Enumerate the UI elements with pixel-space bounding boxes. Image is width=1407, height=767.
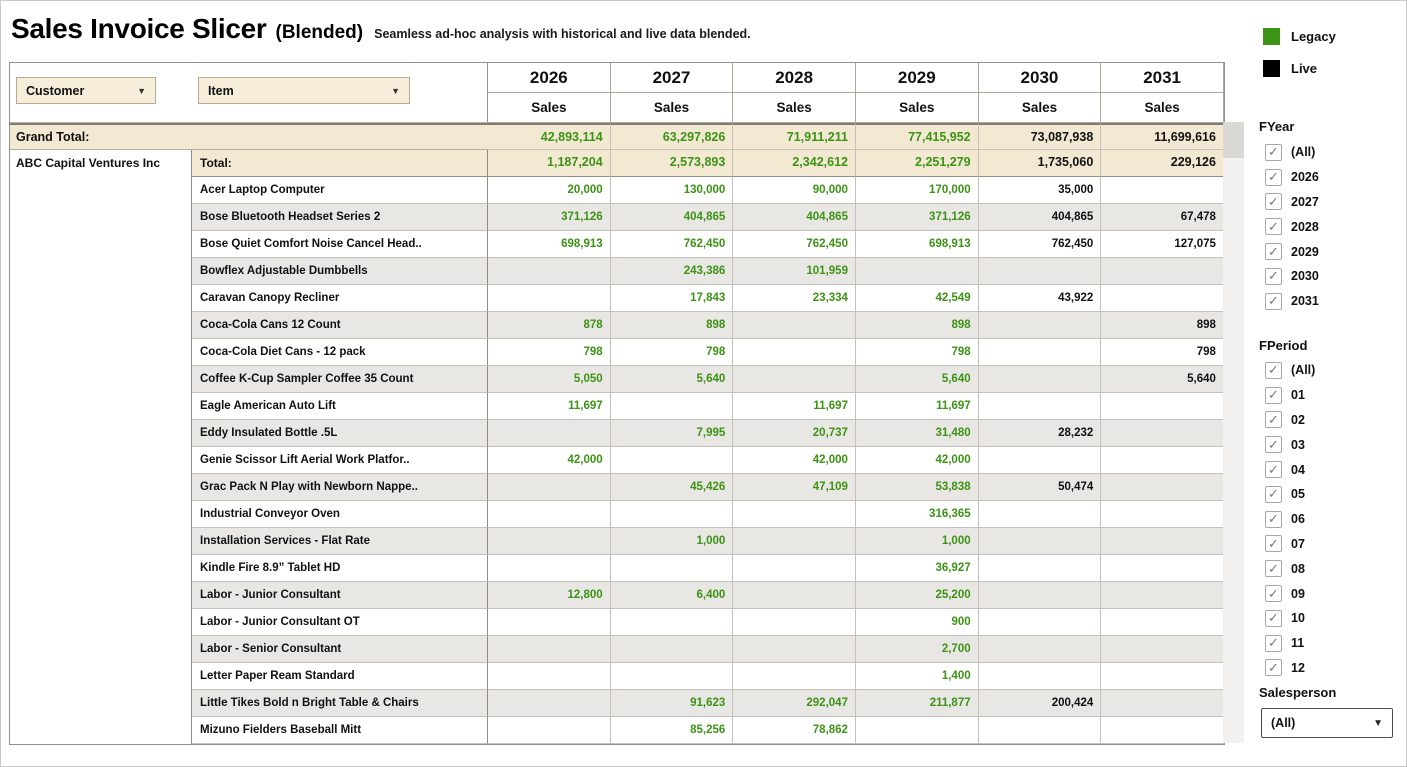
customer-row-header[interactable]: ABC Capital Ventures Inc <box>10 150 192 744</box>
sales-value-cell[interactable] <box>979 555 1102 582</box>
sales-value-cell[interactable] <box>733 339 856 366</box>
column-header-year[interactable]: 2030 <box>979 63 1102 93</box>
sales-value-cell[interactable] <box>1101 609 1224 636</box>
sales-value-cell[interactable] <box>488 663 611 690</box>
fperiod-option <box>1265 432 1315 457</box>
sales-value-cell[interactable]: 47,109 <box>733 474 856 501</box>
grand-total-row-label: Grand Total: <box>10 123 488 150</box>
checkbox-checked-icon[interactable]: ✓ <box>1265 169 1282 186</box>
fperiod-option-label: 12 <box>1291 660 1305 675</box>
sales-value-cell[interactable]: 6,400 <box>611 582 734 609</box>
sales-value-cell[interactable]: 698,913 <box>856 231 979 258</box>
fperiod-option <box>1265 383 1315 408</box>
checkbox-checked-icon[interactable]: ✓ <box>1265 411 1282 428</box>
grand-total-value[interactable]: 63,297,826 <box>611 123 734 150</box>
fperiod-option-label: 09 <box>1291 586 1305 601</box>
fperiod-option-label: 04 <box>1291 462 1305 477</box>
legend-item-label: Legacy <box>1291 28 1336 44</box>
sales-value-cell[interactable]: 898 <box>1101 312 1224 339</box>
sales-value-cell[interactable]: 211,877 <box>856 690 979 717</box>
sales-value-cell[interactable]: 404,865 <box>979 204 1102 231</box>
page-subtitle: Seamless ad-hoc analysis with historical and live data blended. <box>374 27 751 41</box>
legend-item-label: Live <box>1291 60 1318 76</box>
row-header-item[interactable]: Little Tikes Bold n Bright Table & Chairs <box>192 690 488 717</box>
sales-value-cell[interactable] <box>733 312 856 339</box>
sales-value-cell[interactable]: 798 <box>611 339 734 366</box>
row-header-item[interactable]: Labor - Junior Consultant OT <box>192 609 488 636</box>
fperiod-filter-list <box>1265 358 1315 680</box>
checkbox-checked-icon[interactable]: ✓ <box>1265 461 1282 478</box>
sales-value-cell[interactable]: 78,862 <box>733 717 856 744</box>
sales-value-cell[interactable] <box>733 366 856 393</box>
fperiod-option <box>1265 656 1315 681</box>
fperiod-option <box>1265 631 1315 656</box>
sales-value-cell[interactable]: 371,126 <box>856 204 979 231</box>
sales-value-cell[interactable] <box>979 609 1102 636</box>
fperiod-option <box>1265 507 1315 532</box>
sales-value-cell[interactable] <box>611 393 734 420</box>
customer-total-value[interactable]: 2,251,279 <box>856 150 979 177</box>
row-header-item[interactable]: Installation Services - Flat Rate <box>192 528 488 555</box>
checkbox-checked-icon[interactable]: ✓ <box>1265 511 1282 528</box>
row-header-item[interactable]: Eagle American Auto Lift <box>192 393 488 420</box>
sales-value-cell[interactable] <box>979 258 1102 285</box>
checkbox-checked-icon[interactable]: ✓ <box>1265 293 1282 310</box>
sales-value-cell[interactable] <box>611 447 734 474</box>
sales-value-cell[interactable]: 7,995 <box>611 420 734 447</box>
legend-item[interactable] <box>1263 59 1336 77</box>
sales-value-cell[interactable]: 50,474 <box>979 474 1102 501</box>
fperiod-option-label: 07 <box>1291 536 1305 551</box>
column-header-measure[interactable]: Sales <box>488 93 611 123</box>
customer-total-value[interactable]: 2,573,893 <box>611 150 734 177</box>
sales-value-cell[interactable] <box>1101 717 1224 744</box>
sales-value-cell[interactable]: 200,424 <box>979 690 1102 717</box>
sales-value-cell[interactable] <box>1101 663 1224 690</box>
sales-value-cell[interactable] <box>488 636 611 663</box>
sales-value-cell[interactable]: 11,697 <box>856 393 979 420</box>
column-header-measure[interactable]: Sales <box>611 93 734 123</box>
row-header-item[interactable]: Bowflex Adjustable Dumbbells <box>192 258 488 285</box>
sales-value-cell[interactable]: 23,334 <box>733 285 856 312</box>
fperiod-option-label: 01 <box>1291 388 1305 403</box>
sales-value-cell[interactable] <box>979 636 1102 663</box>
fyear-option <box>1265 140 1319 165</box>
sales-value-cell[interactable] <box>979 501 1102 528</box>
column-header-measure[interactable]: Sales <box>733 93 856 123</box>
sales-value-cell[interactable] <box>611 663 734 690</box>
fperiod-option-label: (All) <box>1291 363 1316 378</box>
row-header-item[interactable]: Industrial Conveyor Oven <box>192 501 488 528</box>
sales-value-cell[interactable]: 53,838 <box>856 474 979 501</box>
fyear-option-label: 2029 <box>1291 244 1319 259</box>
checkbox-checked-icon[interactable]: ✓ <box>1265 535 1282 552</box>
sales-value-cell[interactable]: 20,737 <box>733 420 856 447</box>
sales-value-cell[interactable] <box>611 555 734 582</box>
row-header-item[interactable]: Labor - Senior Consultant <box>192 636 488 663</box>
chevron-down-icon: ▼ <box>137 85 146 96</box>
sales-value-cell[interactable] <box>488 258 611 285</box>
chevron-down-icon: ▼ <box>1373 717 1383 729</box>
sales-value-cell[interactable]: 5,050 <box>488 366 611 393</box>
row-header-item[interactable]: Letter Paper Ream Standard <box>192 663 488 690</box>
grand-total-value[interactable]: 11,699,616 <box>1101 123 1224 150</box>
grand-total-value[interactable]: 73,087,938 <box>979 123 1102 150</box>
sales-value-cell[interactable]: 243,386 <box>611 258 734 285</box>
row-header-item[interactable]: Labor - Junior Consultant <box>192 582 488 609</box>
sales-value-cell[interactable]: 20,000 <box>488 177 611 204</box>
sales-value-cell[interactable] <box>611 609 734 636</box>
sales-value-cell[interactable]: 798 <box>488 339 611 366</box>
sales-value-cell[interactable]: 130,000 <box>611 177 734 204</box>
fyear-option-label: 2028 <box>1291 219 1319 234</box>
item-dimension-dropdown[interactable] <box>198 77 410 104</box>
sales-value-cell[interactable] <box>1101 501 1224 528</box>
fperiod-option-label: 11 <box>1291 636 1305 651</box>
fperiod-option <box>1265 358 1315 383</box>
sales-value-cell[interactable]: 42,000 <box>733 447 856 474</box>
fyear-filter-label: FYear <box>1259 119 1295 134</box>
sales-value-cell[interactable] <box>733 555 856 582</box>
sales-value-cell[interactable] <box>488 420 611 447</box>
sales-value-cell[interactable] <box>1101 582 1224 609</box>
sales-value-cell[interactable] <box>1101 177 1224 204</box>
sales-value-cell[interactable] <box>488 528 611 555</box>
sales-value-cell[interactable] <box>1101 555 1224 582</box>
sales-value-cell[interactable]: 371,126 <box>488 204 611 231</box>
row-header-item[interactable]: Coca-Cola Cans 12 Count <box>192 312 488 339</box>
sales-value-cell[interactable] <box>733 582 856 609</box>
customer-dimension-dropdown[interactable] <box>16 77 156 104</box>
sales-value-cell[interactable] <box>733 501 856 528</box>
row-header-item[interactable]: Eddy Insulated Bottle .5L <box>192 420 488 447</box>
sales-value-cell[interactable]: 85,256 <box>611 717 734 744</box>
sales-value-cell[interactable]: 67,478 <box>1101 204 1224 231</box>
fyear-filter-list <box>1265 140 1319 314</box>
sales-value-cell[interactable]: 2,700 <box>856 636 979 663</box>
legend-swatch[interactable] <box>1263 60 1280 77</box>
sales-value-cell[interactable]: 292,047 <box>733 690 856 717</box>
row-header-item[interactable]: Bose Bluetooth Headset Series 2 <box>192 204 488 231</box>
fyear-option-label: 2031 <box>1291 294 1319 309</box>
sales-value-cell[interactable]: 35,000 <box>979 177 1102 204</box>
sales-value-cell[interactable]: 170,000 <box>856 177 979 204</box>
sales-value-cell[interactable]: 42,000 <box>856 447 979 474</box>
sales-value-cell[interactable] <box>733 636 856 663</box>
page-title-variant: (Blended) <box>275 22 364 43</box>
row-header-item[interactable]: Coffee K-Cup Sampler Coffee 35 Count <box>192 366 488 393</box>
sales-value-cell[interactable]: 101,959 <box>733 258 856 285</box>
sales-value-cell[interactable]: 1,000 <box>611 528 734 555</box>
sales-value-cell[interactable] <box>1101 528 1224 555</box>
chevron-down-icon: ▼ <box>391 85 400 96</box>
sales-value-cell[interactable]: 762,450 <box>733 231 856 258</box>
sales-value-cell[interactable] <box>979 582 1102 609</box>
column-header-measure[interactable]: Sales <box>979 93 1102 123</box>
legend-swatch[interactable] <box>1263 28 1280 45</box>
sales-value-cell[interactable]: 898 <box>856 312 979 339</box>
sales-value-cell[interactable]: 36,927 <box>856 555 979 582</box>
sales-value-cell[interactable] <box>488 555 611 582</box>
fperiod-option-label: 02 <box>1291 412 1305 427</box>
sales-value-cell[interactable]: 91,623 <box>611 690 734 717</box>
checkbox-checked-icon[interactable]: ✓ <box>1265 635 1282 652</box>
sales-value-cell[interactable]: 1,000 <box>856 528 979 555</box>
checkbox-checked-icon[interactable]: ✓ <box>1265 585 1282 602</box>
pivot-corner-cell <box>10 63 488 123</box>
fperiod-option <box>1265 457 1315 482</box>
sales-value-cell[interactable] <box>979 393 1102 420</box>
sales-value-cell[interactable] <box>1101 474 1224 501</box>
sales-value-cell[interactable]: 25,200 <box>856 582 979 609</box>
sales-value-cell[interactable]: 43,922 <box>979 285 1102 312</box>
sales-value-cell[interactable]: 5,640 <box>1101 366 1224 393</box>
customer-total-row-label: Total: <box>192 150 488 177</box>
sales-value-cell[interactable]: 11,697 <box>733 393 856 420</box>
customer-total-value[interactable]: 1,735,060 <box>979 150 1102 177</box>
checkbox-checked-icon[interactable]: ✓ <box>1265 144 1282 161</box>
sales-value-cell[interactable] <box>1101 285 1224 312</box>
sales-value-cell[interactable]: 762,450 <box>611 231 734 258</box>
sales-value-cell[interactable] <box>488 501 611 528</box>
row-header-item[interactable]: Bose Quiet Comfort Noise Cancel Head.. <box>192 231 488 258</box>
fyear-option-label: 2026 <box>1291 170 1319 185</box>
sales-value-cell[interactable]: 17,843 <box>611 285 734 312</box>
checkbox-checked-icon[interactable]: ✓ <box>1265 387 1282 404</box>
checkbox-checked-icon[interactable]: ✓ <box>1265 610 1282 627</box>
sales-value-cell[interactable] <box>856 258 979 285</box>
sales-value-cell[interactable]: 316,365 <box>856 501 979 528</box>
sales-value-cell[interactable] <box>979 366 1102 393</box>
sales-value-cell[interactable] <box>488 690 611 717</box>
checkbox-checked-icon[interactable]: ✓ <box>1265 243 1282 260</box>
fperiod-filter-label: FPeriod <box>1259 338 1308 353</box>
sales-value-cell[interactable]: 31,480 <box>856 420 979 447</box>
column-header-year[interactable]: 2031 <box>1101 63 1224 93</box>
sales-value-cell[interactable] <box>1101 393 1224 420</box>
fyear-option <box>1265 165 1319 190</box>
fyear-option-label: (All) <box>1291 145 1316 160</box>
sales-value-cell[interactable] <box>1101 420 1224 447</box>
sales-value-cell[interactable]: 45,426 <box>611 474 734 501</box>
sales-value-cell[interactable] <box>488 285 611 312</box>
row-header-item[interactable]: Grac Pack N Play with Newborn Nappe.. <box>192 474 488 501</box>
sales-value-cell[interactable]: 5,640 <box>856 366 979 393</box>
salesperson-filter-label: Salesperson <box>1259 685 1337 700</box>
column-header-measure[interactable]: Sales <box>856 93 979 123</box>
sales-value-cell[interactable] <box>1101 690 1224 717</box>
legend-item[interactable] <box>1263 27 1336 45</box>
sales-value-cell[interactable] <box>733 528 856 555</box>
dashboard-title <box>11 13 751 45</box>
sales-value-cell[interactable]: 762,450 <box>979 231 1102 258</box>
fyear-option-label: 2030 <box>1291 269 1319 284</box>
sales-value-cell[interactable] <box>611 501 734 528</box>
sales-value-cell[interactable]: 798 <box>1101 339 1224 366</box>
sales-value-cell[interactable] <box>1101 447 1224 474</box>
fperiod-option <box>1265 606 1315 631</box>
customer-dropdown-label: Customer <box>26 83 85 98</box>
customer-total-value[interactable]: 1,187,204 <box>488 150 611 177</box>
sales-value-cell[interactable]: 1,400 <box>856 663 979 690</box>
sales-value-cell[interactable]: 90,000 <box>733 177 856 204</box>
sales-value-cell[interactable] <box>488 474 611 501</box>
fperiod-option <box>1265 532 1315 557</box>
sales-value-cell[interactable] <box>1101 258 1224 285</box>
column-header-year[interactable]: 2027 <box>611 63 734 93</box>
salesperson-dropdown-value: (All) <box>1271 716 1296 730</box>
fyear-option <box>1265 239 1319 264</box>
sales-value-cell[interactable] <box>979 528 1102 555</box>
sales-pivot-table <box>9 62 1225 745</box>
row-header-item[interactable]: Kindle Fire 8.9” Tablet HD <box>192 555 488 582</box>
sales-value-cell[interactable]: 11,697 <box>488 393 611 420</box>
sales-value-cell[interactable]: 12,800 <box>488 582 611 609</box>
sales-value-cell[interactable] <box>611 636 734 663</box>
sales-value-cell[interactable] <box>979 663 1102 690</box>
sales-value-cell[interactable] <box>856 717 979 744</box>
fperiod-option-label: 10 <box>1291 611 1305 626</box>
sales-value-cell[interactable] <box>979 717 1102 744</box>
scrollbar-thumb[interactable] <box>1223 122 1244 158</box>
sales-value-cell[interactable]: 698,913 <box>488 231 611 258</box>
customer-total-value[interactable]: 2,342,612 <box>733 150 856 177</box>
row-header-item[interactable]: Caravan Canopy Recliner <box>192 285 488 312</box>
sales-value-cell[interactable]: 900 <box>856 609 979 636</box>
row-header-item[interactable]: Coca-Cola Diet Cans - 12 pack <box>192 339 488 366</box>
fperiod-option-label: 05 <box>1291 487 1305 502</box>
fperiod-option-label: 06 <box>1291 512 1305 527</box>
checkbox-checked-icon[interactable]: ✓ <box>1265 362 1282 379</box>
sales-value-cell[interactable]: 878 <box>488 312 611 339</box>
fyear-option <box>1265 214 1319 239</box>
sales-value-cell[interactable] <box>979 339 1102 366</box>
sales-value-cell[interactable] <box>488 717 611 744</box>
row-header-item[interactable]: Mizuno Fielders Baseball Mitt <box>192 717 488 744</box>
table-scrollbar[interactable] <box>1223 122 1244 743</box>
column-header-measure[interactable]: Sales <box>1101 93 1224 123</box>
sales-value-cell[interactable]: 798 <box>856 339 979 366</box>
sales-value-cell[interactable] <box>979 447 1102 474</box>
fperiod-option-label: 03 <box>1291 437 1305 452</box>
checkbox-checked-icon[interactable]: ✓ <box>1265 436 1282 453</box>
sales-value-cell[interactable] <box>733 609 856 636</box>
checkbox-checked-icon[interactable]: ✓ <box>1265 193 1282 210</box>
checkbox-checked-icon[interactable]: ✓ <box>1265 486 1282 503</box>
sales-value-cell[interactable]: 5,640 <box>611 366 734 393</box>
column-header-year[interactable]: 2029 <box>856 63 979 93</box>
customer-total-value[interactable]: 229,126 <box>1101 150 1224 177</box>
grand-total-value[interactable]: 42,893,114 <box>488 123 611 150</box>
sales-value-cell[interactable] <box>733 663 856 690</box>
sales-value-cell[interactable] <box>979 312 1102 339</box>
sales-value-cell[interactable]: 42,549 <box>856 285 979 312</box>
fperiod-option <box>1265 556 1315 581</box>
column-header-year[interactable]: 2026 <box>488 63 611 93</box>
sales-value-cell[interactable] <box>1101 636 1224 663</box>
sales-value-cell[interactable]: 404,865 <box>733 204 856 231</box>
column-header-year[interactable]: 2028 <box>733 63 856 93</box>
legacy-live-legend <box>1263 27 1336 91</box>
sales-value-cell[interactable]: 127,075 <box>1101 231 1224 258</box>
sales-value-cell[interactable]: 404,865 <box>611 204 734 231</box>
checkbox-checked-icon[interactable]: ✓ <box>1265 268 1282 285</box>
sales-value-cell[interactable]: 898 <box>611 312 734 339</box>
fyear-option <box>1265 264 1319 289</box>
fperiod-option <box>1265 581 1315 606</box>
fyear-option-label: 2027 <box>1291 194 1319 209</box>
row-header-item[interactable]: Acer Laptop Computer <box>192 177 488 204</box>
fperiod-option <box>1265 408 1315 433</box>
item-dropdown-label: Item <box>208 83 234 98</box>
sales-value-cell[interactable] <box>488 609 611 636</box>
salesperson-dropdown[interactable] <box>1261 708 1393 738</box>
fyear-option <box>1265 190 1319 215</box>
row-header-item[interactable]: Genie Scissor Lift Aerial Work Platfor.. <box>192 447 488 474</box>
sales-value-cell[interactable]: 28,232 <box>979 420 1102 447</box>
fperiod-option-label: 08 <box>1291 561 1305 576</box>
grand-total-value[interactable]: 71,911,211 <box>733 123 856 150</box>
fperiod-option <box>1265 482 1315 507</box>
checkbox-checked-icon[interactable]: ✓ <box>1265 218 1282 235</box>
grand-total-value[interactable]: 77,415,952 <box>856 123 979 150</box>
sales-value-cell[interactable]: 42,000 <box>488 447 611 474</box>
fyear-option <box>1265 289 1319 314</box>
checkbox-checked-icon[interactable]: ✓ <box>1265 560 1282 577</box>
page-title: Sales Invoice Slicer <box>11 13 267 44</box>
checkbox-checked-icon[interactable]: ✓ <box>1265 659 1282 676</box>
